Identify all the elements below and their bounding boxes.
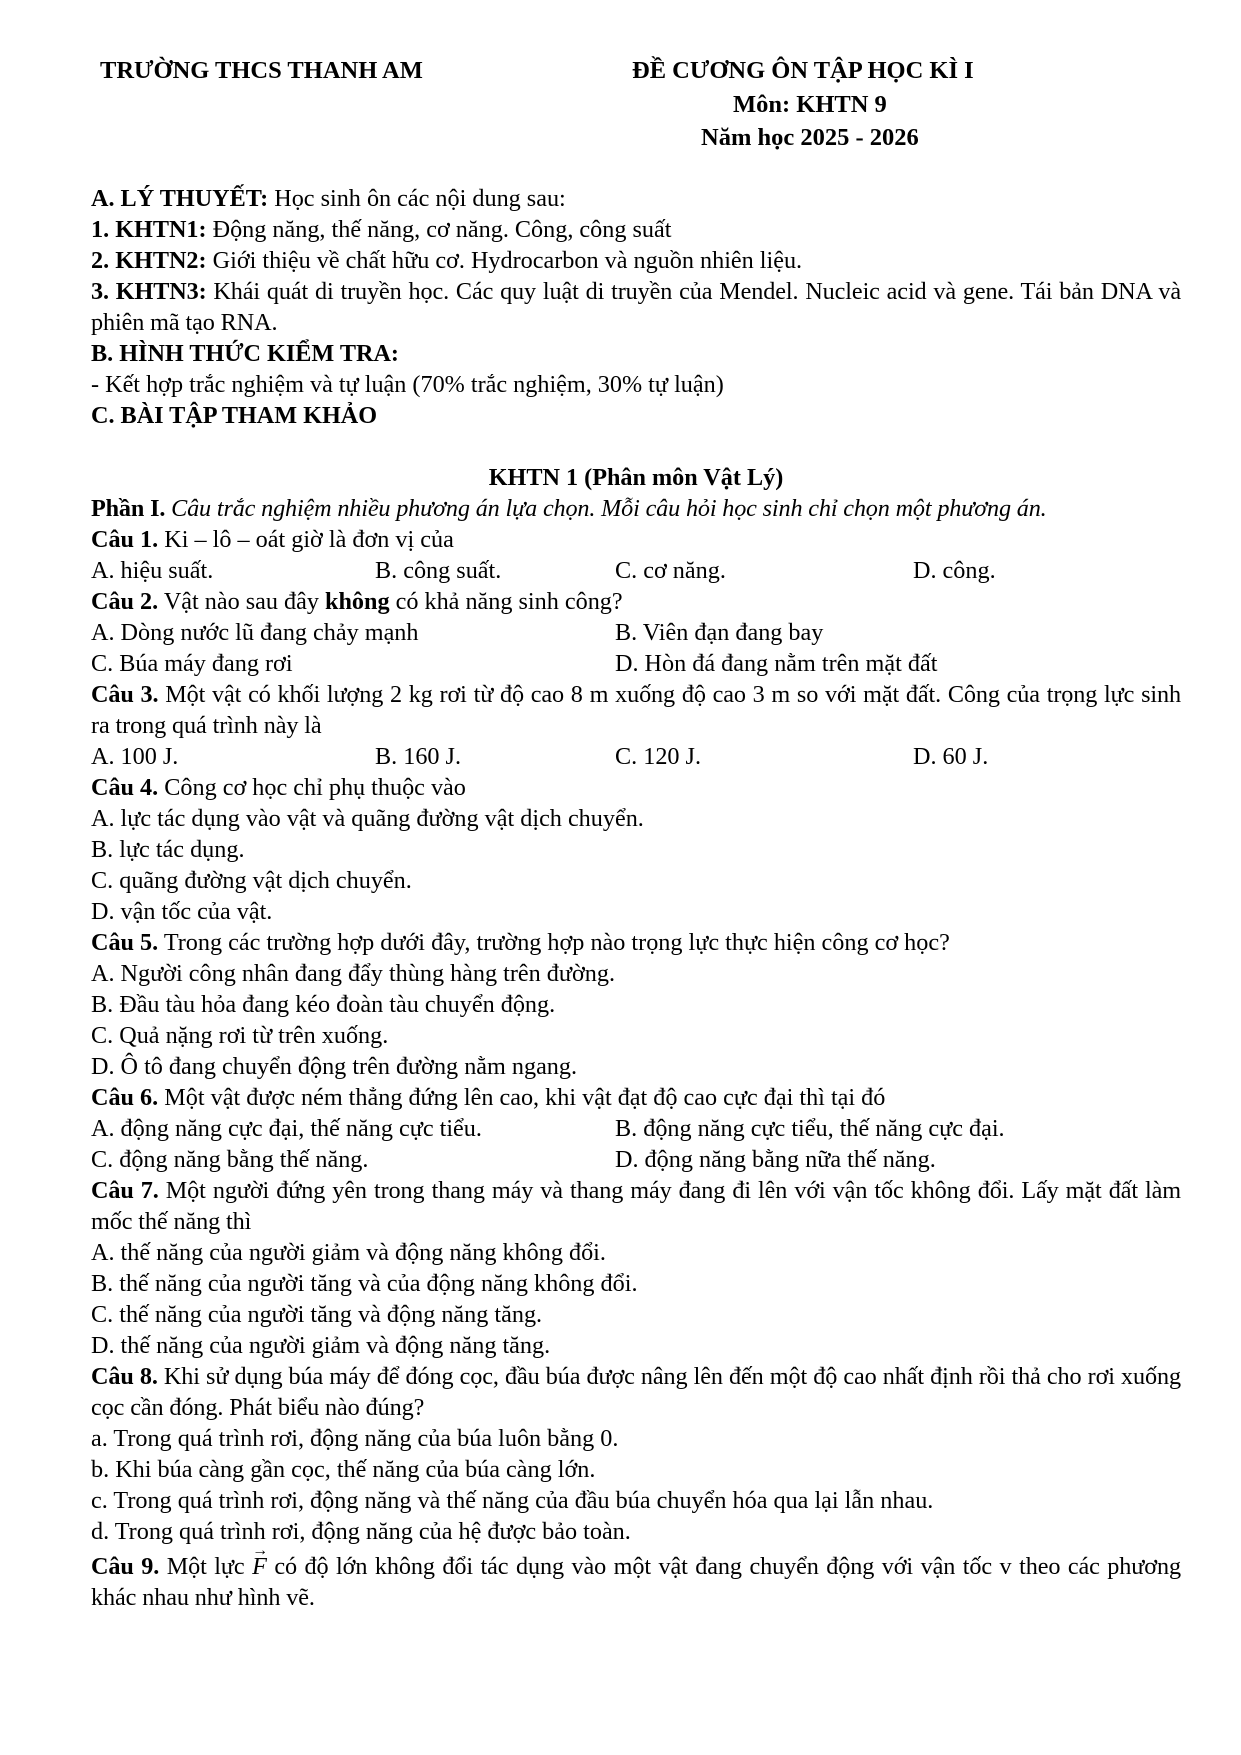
question-text: Vật nào sau đây xyxy=(158,588,326,615)
question-6 xyxy=(91,1082,1181,1113)
option: C. Búa máy đang rơi xyxy=(91,650,293,677)
question-text: Một vật được ném thẳng đứng lên cao, khi vật đạt độ cao cực đại thì tại đó xyxy=(158,1084,886,1111)
question-label: Câu 7. xyxy=(91,1177,159,1204)
option: D. 60 J. xyxy=(913,743,989,770)
option: D. thế năng của người giảm và động năng tăng. xyxy=(91,1332,551,1359)
question-6-options xyxy=(91,1144,1181,1175)
document-body xyxy=(91,183,1181,1613)
question-label: Câu 6. xyxy=(91,1084,159,1111)
force-vector-symbol: → F xyxy=(252,1551,267,1582)
item-text: Động năng, thế năng, cơ năng. Công, công suất xyxy=(206,216,672,243)
question-9 xyxy=(91,1551,1181,1613)
question-label: Câu 3. xyxy=(91,681,159,708)
part-title: KHTN 1 (Phân môn Vật Lý) xyxy=(488,464,784,491)
option: B. động năng cực tiểu, thế năng cực đại. xyxy=(615,1115,1005,1142)
question-text: Một vật có khối lượng 2 kg rơi từ độ cao 8 m xuống độ cao 3 m so với mặt đất. Công của trọng lực sinh ra trong quá trình này là xyxy=(91,681,1182,739)
option: b. Khi búa càng gần cọc, thế năng của búa càng lớn. xyxy=(91,1456,596,1483)
question-text: có khả năng sinh công? xyxy=(389,588,623,615)
question-3 xyxy=(91,679,1181,741)
question-label: Câu 8. xyxy=(91,1363,158,1390)
section-a-item xyxy=(91,214,1181,245)
item-label: 3. KHTN3: xyxy=(91,278,207,305)
option: C. 120 J. xyxy=(615,743,702,770)
question-label: Câu 2. xyxy=(91,588,159,615)
section-a-intro: Học sinh ôn các nội dung sau: xyxy=(268,185,566,212)
item-label: 2. KHTN2: xyxy=(91,247,207,274)
question-1 xyxy=(91,524,1181,555)
section-b-text: - Kết hợp trắc nghiệm và tự luận (70% trắc nghiệm, 30% tự luận) xyxy=(91,371,724,398)
subject-line: Môn: KHTN 9 xyxy=(733,91,887,118)
section-a-heading: A. LÝ THUYẾT: xyxy=(91,185,269,212)
question-1-options xyxy=(91,555,1181,586)
option: B. Đầu tàu hỏa đang kéo đoàn tàu chuyển động. xyxy=(91,991,556,1018)
item-text: Giới thiệu về chất hữu cơ. Hydrocarbon và nguồn nhiên liệu. xyxy=(206,247,803,274)
question-text: Khi sử dụng búa máy để đóng cọc, đầu búa được nâng lên đến một độ cao nhất định rồi thả cho rơi xuống cọc cần đóng. Phát biểu nào đúng? xyxy=(91,1363,1181,1421)
option: C. động năng bằng thế năng. xyxy=(91,1146,369,1173)
option: B. công suất. xyxy=(375,557,502,584)
part-title-line xyxy=(91,462,1181,493)
option: D. công. xyxy=(913,557,996,584)
part-instruction-text: Câu trắc nghiệm nhiều phương án lựa chọn. Mỗi câu hỏi học sinh chỉ chọn một phương án. xyxy=(165,495,1047,522)
question-2-options xyxy=(91,617,1181,648)
question-4 xyxy=(91,772,1181,803)
question-text: Một lực xyxy=(159,1553,253,1580)
option: B. 160 J. xyxy=(375,743,462,770)
question-2-options xyxy=(91,648,1181,679)
question-2 xyxy=(91,586,1181,617)
question-text: Trong các trường hợp dưới đây, trường hợp nào trọng lực thực hiện công cơ học? xyxy=(158,929,950,956)
part-label: Phần I. xyxy=(91,495,166,522)
question-7 xyxy=(91,1175,1181,1237)
option: C. Quả nặng rơi từ trên xuống. xyxy=(91,1022,389,1049)
school-name: TRƯỜNG THCS THANH AM xyxy=(100,57,423,84)
question-label: Câu 9. xyxy=(91,1553,160,1580)
section-a-item xyxy=(91,276,1181,338)
option: D. động năng bằng nữa thế năng. xyxy=(615,1146,936,1173)
section-b-heading xyxy=(91,338,1181,369)
option: A. động năng cực đại, thế năng cực tiểu. xyxy=(91,1115,482,1142)
section-c-heading xyxy=(91,400,1181,431)
section-a-item xyxy=(91,245,1181,276)
option: B. thế năng của người tăng và của động năng không đổi. xyxy=(91,1270,638,1297)
option: C. thế năng của người tăng và động năng tăng. xyxy=(91,1301,543,1328)
question-emphasis: không xyxy=(325,588,390,615)
question-6-options xyxy=(91,1113,1181,1144)
school-year: Năm học 2025 - 2026 xyxy=(701,124,919,151)
option: D. Ô tô đang chuyển động trên đường nằm ngang. xyxy=(91,1053,578,1080)
option: A. 100 J. xyxy=(91,743,179,770)
option: C. quãng đường vật dịch chuyển. xyxy=(91,867,412,894)
item-text: Khái quát di truyền học. Các quy luật di truyền của Mendel. Nucleic acid và gene. Tái bản DNA và phiên mã tạo RNA. xyxy=(91,278,1181,336)
question-label: Câu 5. xyxy=(91,929,159,956)
part-instruction xyxy=(91,493,1181,524)
option: A. hiệu suất. xyxy=(91,557,214,584)
question-label: Câu 1. xyxy=(91,526,159,553)
option: B. Viên đạn đang bay xyxy=(615,619,824,646)
question-label: Câu 4. xyxy=(91,774,159,801)
question-5 xyxy=(91,927,1181,958)
option: B. lực tác dụng. xyxy=(91,836,245,863)
document-title: ĐỀ CƯƠNG ÔN TẬP HỌC KÌ I xyxy=(632,57,974,84)
question-3-options xyxy=(91,741,1181,772)
option: A. Dòng nước lũ đang chảy mạnh xyxy=(91,619,419,646)
question-text: Ki – lô – oát giờ là đơn vị của xyxy=(158,526,454,553)
section-a-line xyxy=(91,183,1181,214)
item-label: 1. KHTN1: xyxy=(91,216,207,243)
option: c. Trong quá trình rơi, động năng và thế năng của đầu búa chuyển hóa qua lại lẫn nhau. xyxy=(91,1487,934,1514)
question-text: Một người đứng yên trong thang máy và thang máy đang đi lên với vận tốc không đổi. Lấy mặt đất làm mốc thế năng thì xyxy=(91,1177,1181,1235)
option: A. thế năng của người giảm và động năng không đổi. xyxy=(91,1239,606,1266)
question-text: Công cơ học chỉ phụ thuộc vào xyxy=(158,774,466,801)
section-c-title: C. BÀI TẬP THAM KHẢO xyxy=(91,402,378,429)
question-text: có độ lớn không đổi tác dụng vào một vật đang chuyển động với vận tốc v theo các phương khác nhau như hình vẽ. xyxy=(91,1553,1181,1611)
section-b-title: B. HÌNH THỨC KIỂM TRA: xyxy=(91,340,399,367)
option: A. Người công nhân đang đẩy thùng hàng trên đường. xyxy=(91,960,616,987)
option: D. vận tốc của vật. xyxy=(91,898,273,925)
option: a. Trong quá trình rơi, động năng của búa luôn bằng 0. xyxy=(91,1425,619,1452)
option: D. Hòn đá đang nằm trên mặt đất xyxy=(615,650,938,677)
option: C. cơ năng. xyxy=(615,557,726,584)
option: d. Trong quá trình rơi, động năng của hệ được bảo toàn. xyxy=(91,1518,631,1545)
option: A. lực tác dụng vào vật và quãng đường vật dịch chuyển. xyxy=(91,805,644,832)
question-8 xyxy=(91,1361,1181,1423)
